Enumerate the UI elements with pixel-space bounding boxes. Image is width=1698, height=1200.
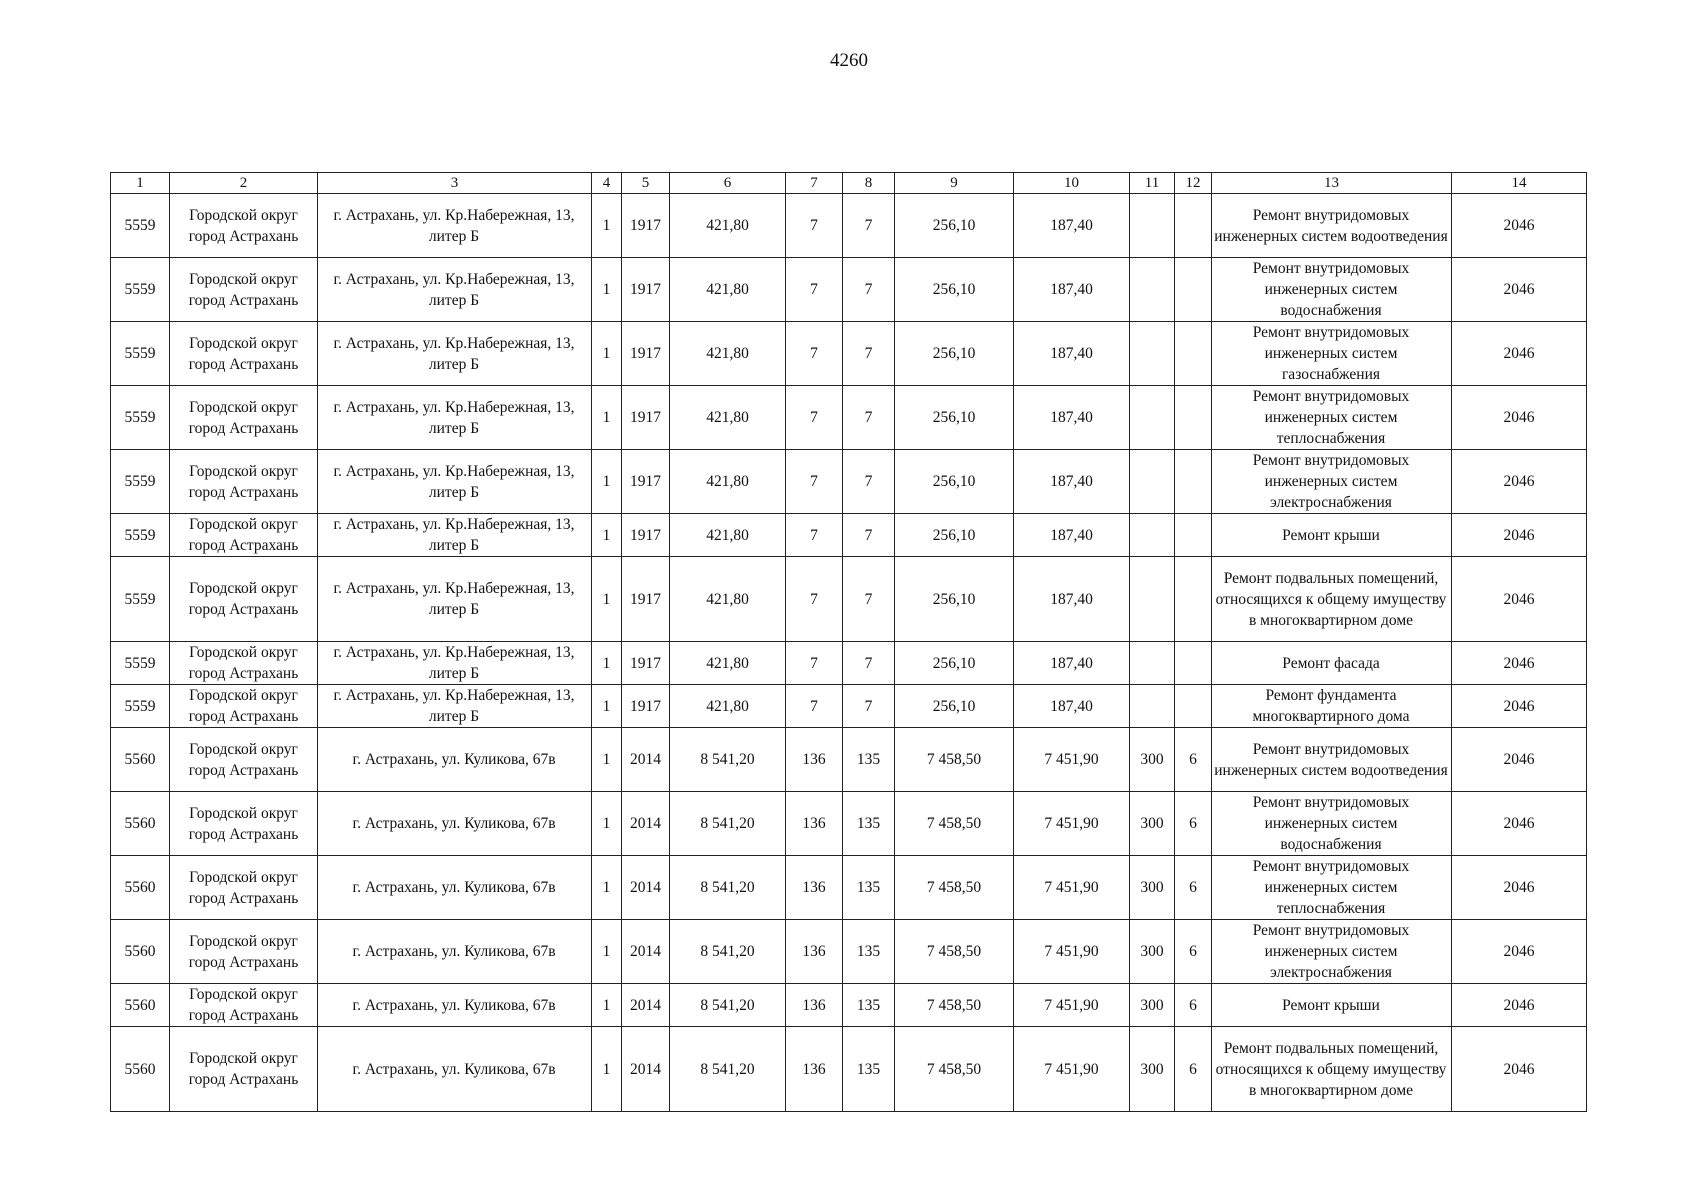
c9-cell: 256,10 — [895, 258, 1014, 322]
c12-cell — [1175, 322, 1212, 386]
c10-cell: 187,40 — [1014, 258, 1130, 322]
c12-cell — [1175, 685, 1212, 728]
column-number: 10 — [1014, 173, 1130, 194]
c10-cell: 187,40 — [1014, 322, 1130, 386]
c9-cell: 7 458,50 — [895, 728, 1014, 792]
c12-cell: 6 — [1175, 920, 1212, 984]
c12-cell — [1175, 386, 1212, 450]
c12-cell: 6 — [1175, 792, 1212, 856]
c10-cell: 7 451,90 — [1014, 1027, 1130, 1112]
c9-cell: 7 458,50 — [895, 792, 1014, 856]
address-cell: г. Астрахань, ул. Кр.Набережная, 13, литер Б — [318, 642, 592, 685]
address-cell: г. Астрахань, ул. Куликова, 67в — [318, 792, 592, 856]
total-area-cell: 8 541,20 — [670, 792, 786, 856]
total-area-cell: 421,80 — [670, 386, 786, 450]
planned-year-cell: 2046 — [1452, 642, 1587, 685]
column-number-row — [111, 173, 1587, 194]
year-cell: 1917 — [622, 557, 670, 642]
c9-cell: 7 458,50 — [895, 1027, 1014, 1112]
work-type-cell: Ремонт фундамента многоквартирного дома — [1212, 685, 1452, 728]
table-row — [111, 856, 1587, 920]
total-area-cell: 421,80 — [670, 642, 786, 685]
table-row — [111, 920, 1587, 984]
c12-cell: 6 — [1175, 728, 1212, 792]
item-number-cell: 5559 — [111, 557, 170, 642]
year-cell: 2014 — [622, 856, 670, 920]
c8-cell: 135 — [843, 792, 895, 856]
planned-year-cell: 2046 — [1452, 386, 1587, 450]
c8-cell: 135 — [843, 1027, 895, 1112]
c9-cell: 256,10 — [895, 386, 1014, 450]
address-cell: г. Астрахань, ул. Кр.Набережная, 13, литер Б — [318, 514, 592, 557]
total-area-cell: 421,80 — [670, 557, 786, 642]
c9-cell: 7 458,50 — [895, 984, 1014, 1027]
c11-cell — [1130, 322, 1175, 386]
c12-cell — [1175, 450, 1212, 514]
table-row — [111, 728, 1587, 792]
address-cell: г. Астрахань, ул. Куликова, 67в — [318, 1027, 592, 1112]
c10-cell: 7 451,90 — [1014, 792, 1130, 856]
c7-cell: 7 — [786, 642, 843, 685]
work-type-cell: Ремонт внутридомовых инженерных систем электроснабжения — [1212, 450, 1452, 514]
c10-cell: 7 451,90 — [1014, 920, 1130, 984]
table-row — [111, 450, 1587, 514]
total-area-cell: 8 541,20 — [670, 728, 786, 792]
municipality-cell: Городской округ город Астрахань — [170, 642, 318, 685]
total-area-cell: 421,80 — [670, 258, 786, 322]
total-area-cell: 421,80 — [670, 194, 786, 258]
work-type-cell: Ремонт внутридомовых инженерных систем водоснабжения — [1212, 792, 1452, 856]
c11-cell — [1130, 386, 1175, 450]
column-number: 14 — [1452, 173, 1587, 194]
year-cell: 1917 — [622, 642, 670, 685]
c4-cell: 1 — [592, 984, 622, 1027]
c8-cell: 135 — [843, 856, 895, 920]
c8-cell: 7 — [843, 514, 895, 557]
municipality-cell: Городской округ город Астрахань — [170, 728, 318, 792]
c11-cell: 300 — [1130, 920, 1175, 984]
address-cell: г. Астрахань, ул. Куликова, 67в — [318, 728, 592, 792]
c10-cell: 187,40 — [1014, 685, 1130, 728]
c7-cell: 7 — [786, 514, 843, 557]
municipality-cell: Городской округ город Астрахань — [170, 194, 318, 258]
total-area-cell: 421,80 — [670, 450, 786, 514]
c9-cell: 256,10 — [895, 194, 1014, 258]
page-number: 4260 — [830, 50, 868, 71]
table-row — [111, 557, 1587, 642]
c11-cell — [1130, 194, 1175, 258]
c8-cell: 7 — [843, 194, 895, 258]
c11-cell — [1130, 685, 1175, 728]
municipality-cell: Городской округ город Астрахань — [170, 984, 318, 1027]
total-area-cell: 421,80 — [670, 514, 786, 557]
c12-cell — [1175, 642, 1212, 685]
planned-year-cell: 2046 — [1452, 258, 1587, 322]
c7-cell: 7 — [786, 322, 843, 386]
c7-cell: 136 — [786, 856, 843, 920]
municipality-cell: Городской округ город Астрахань — [170, 792, 318, 856]
c11-cell — [1130, 642, 1175, 685]
c4-cell: 1 — [592, 514, 622, 557]
column-number: 6 — [670, 173, 786, 194]
year-cell: 2014 — [622, 984, 670, 1027]
c11-cell: 300 — [1130, 984, 1175, 1027]
year-cell: 2014 — [622, 920, 670, 984]
column-number: 12 — [1175, 173, 1212, 194]
planned-year-cell: 2046 — [1452, 514, 1587, 557]
c12-cell: 6 — [1175, 984, 1212, 1027]
c7-cell: 136 — [786, 1027, 843, 1112]
c7-cell: 7 — [786, 258, 843, 322]
table-row — [111, 685, 1587, 728]
c4-cell: 1 — [592, 920, 622, 984]
work-type-cell: Ремонт подвальных помещений, относящихся к общему имуществу в многоквартирном доме — [1212, 557, 1452, 642]
planned-year-cell: 2046 — [1452, 322, 1587, 386]
c8-cell: 135 — [843, 920, 895, 984]
column-number: 5 — [622, 173, 670, 194]
c4-cell: 1 — [592, 685, 622, 728]
item-number-cell: 5559 — [111, 194, 170, 258]
table-row — [111, 984, 1587, 1027]
item-number-cell: 5559 — [111, 386, 170, 450]
municipality-cell: Городской округ город Астрахань — [170, 258, 318, 322]
work-type-cell: Ремонт внутридомовых инженерных систем водоснабжения — [1212, 258, 1452, 322]
c11-cell — [1130, 514, 1175, 557]
c10-cell: 7 451,90 — [1014, 984, 1130, 1027]
c4-cell: 1 — [592, 450, 622, 514]
item-number-cell: 5559 — [111, 642, 170, 685]
c10-cell: 187,40 — [1014, 557, 1130, 642]
c8-cell: 7 — [843, 322, 895, 386]
work-type-cell: Ремонт подвальных помещений, относящихся к общему имуществу в многоквартирном доме — [1212, 1027, 1452, 1112]
c12-cell: 6 — [1175, 1027, 1212, 1112]
address-cell: г. Астрахань, ул. Кр.Набережная, 13, литер Б — [318, 386, 592, 450]
c9-cell: 256,10 — [895, 642, 1014, 685]
work-type-cell: Ремонт фасада — [1212, 642, 1452, 685]
c10-cell: 7 451,90 — [1014, 856, 1130, 920]
c7-cell: 136 — [786, 984, 843, 1027]
municipality-cell: Городской округ город Астрахань — [170, 322, 318, 386]
year-cell: 1917 — [622, 514, 670, 557]
column-number: 3 — [318, 173, 592, 194]
c10-cell: 187,40 — [1014, 450, 1130, 514]
year-cell: 1917 — [622, 322, 670, 386]
c4-cell: 1 — [592, 856, 622, 920]
work-type-cell: Ремонт внутридомовых инженерных систем водоотведения — [1212, 728, 1452, 792]
c9-cell: 256,10 — [895, 557, 1014, 642]
year-cell: 1917 — [622, 450, 670, 514]
item-number-cell: 5559 — [111, 258, 170, 322]
c7-cell: 136 — [786, 792, 843, 856]
item-number-cell: 5560 — [111, 984, 170, 1027]
table-row — [111, 1027, 1587, 1112]
address-cell: г. Астрахань, ул. Куликова, 67в — [318, 984, 592, 1027]
year-cell: 1917 — [622, 194, 670, 258]
c10-cell: 7 451,90 — [1014, 728, 1130, 792]
planned-year-cell: 2046 — [1452, 1027, 1587, 1112]
total-area-cell: 8 541,20 — [670, 856, 786, 920]
year-cell: 1917 — [622, 386, 670, 450]
municipality-cell: Городской округ город Астрахань — [170, 856, 318, 920]
municipality-cell: Городской округ город Астрахань — [170, 450, 318, 514]
table-row — [111, 322, 1587, 386]
c11-cell: 300 — [1130, 728, 1175, 792]
work-type-cell: Ремонт внутридомовых инженерных систем электроснабжения — [1212, 920, 1452, 984]
c4-cell: 1 — [592, 792, 622, 856]
item-number-cell: 5560 — [111, 920, 170, 984]
c7-cell: 136 — [786, 728, 843, 792]
c8-cell: 135 — [843, 984, 895, 1027]
work-type-cell: Ремонт крыши — [1212, 984, 1452, 1027]
c11-cell — [1130, 557, 1175, 642]
municipality-cell: Городской округ город Астрахань — [170, 1027, 318, 1112]
registry-table — [110, 172, 1587, 1112]
c8-cell: 7 — [843, 258, 895, 322]
municipality-cell: Городской округ город Астрахань — [170, 920, 318, 984]
planned-year-cell: 2046 — [1452, 194, 1587, 258]
table-row — [111, 792, 1587, 856]
c10-cell: 187,40 — [1014, 194, 1130, 258]
column-number: 7 — [786, 173, 843, 194]
c7-cell: 7 — [786, 386, 843, 450]
planned-year-cell: 2046 — [1452, 792, 1587, 856]
planned-year-cell: 2046 — [1452, 450, 1587, 514]
table-row — [111, 642, 1587, 685]
c9-cell: 7 458,50 — [895, 856, 1014, 920]
work-type-cell: Ремонт внутридомовых инженерных систем водоотведения — [1212, 194, 1452, 258]
year-cell: 2014 — [622, 1027, 670, 1112]
planned-year-cell: 2046 — [1452, 856, 1587, 920]
total-area-cell: 421,80 — [670, 685, 786, 728]
address-cell: г. Астрахань, ул. Кр.Набережная, 13, литер Б — [318, 322, 592, 386]
c7-cell: 7 — [786, 685, 843, 728]
municipality-cell: Городской округ город Астрахань — [170, 557, 318, 642]
total-area-cell: 8 541,20 — [670, 920, 786, 984]
item-number-cell: 5559 — [111, 514, 170, 557]
c12-cell: 6 — [1175, 856, 1212, 920]
total-area-cell: 8 541,20 — [670, 1027, 786, 1112]
c4-cell: 1 — [592, 1027, 622, 1112]
c7-cell: 136 — [786, 920, 843, 984]
item-number-cell: 5560 — [111, 728, 170, 792]
c11-cell: 300 — [1130, 1027, 1175, 1112]
c12-cell — [1175, 557, 1212, 642]
year-cell: 1917 — [622, 258, 670, 322]
c4-cell: 1 — [592, 386, 622, 450]
c9-cell: 256,10 — [895, 685, 1014, 728]
table-row — [111, 258, 1587, 322]
item-number-cell: 5559 — [111, 450, 170, 514]
municipality-cell: Городской округ город Астрахань — [170, 514, 318, 557]
c9-cell: 256,10 — [895, 514, 1014, 557]
c8-cell: 7 — [843, 685, 895, 728]
c4-cell: 1 — [592, 322, 622, 386]
municipality-cell: Городской округ город Астрахань — [170, 386, 318, 450]
item-number-cell: 5559 — [111, 322, 170, 386]
total-area-cell: 421,80 — [670, 322, 786, 386]
planned-year-cell: 2046 — [1452, 557, 1587, 642]
c11-cell — [1130, 450, 1175, 514]
c10-cell: 187,40 — [1014, 514, 1130, 557]
total-area-cell: 8 541,20 — [670, 984, 786, 1027]
c9-cell: 7 458,50 — [895, 920, 1014, 984]
column-number: 4 — [592, 173, 622, 194]
column-number: 11 — [1130, 173, 1175, 194]
c7-cell: 7 — [786, 450, 843, 514]
c4-cell: 1 — [592, 258, 622, 322]
c7-cell: 7 — [786, 194, 843, 258]
c9-cell: 256,10 — [895, 450, 1014, 514]
c8-cell: 135 — [843, 728, 895, 792]
c4-cell: 1 — [592, 557, 622, 642]
year-cell: 2014 — [622, 792, 670, 856]
table-row — [111, 386, 1587, 450]
address-cell: г. Астрахань, ул. Кр.Набережная, 13, литер Б — [318, 258, 592, 322]
column-number: 9 — [895, 173, 1014, 194]
c9-cell: 256,10 — [895, 322, 1014, 386]
c4-cell: 1 — [592, 728, 622, 792]
c8-cell: 7 — [843, 386, 895, 450]
c10-cell: 187,40 — [1014, 386, 1130, 450]
c12-cell — [1175, 514, 1212, 557]
column-number: 13 — [1212, 173, 1452, 194]
c8-cell: 7 — [843, 450, 895, 514]
address-cell: г. Астрахань, ул. Кр.Набережная, 13, литер Б — [318, 194, 592, 258]
c12-cell — [1175, 194, 1212, 258]
address-cell: г. Астрахань, ул. Кр.Набережная, 13, литер Б — [318, 685, 592, 728]
planned-year-cell: 2046 — [1452, 728, 1587, 792]
c12-cell — [1175, 258, 1212, 322]
c4-cell: 1 — [592, 642, 622, 685]
table-row — [111, 194, 1587, 258]
work-type-cell: Ремонт внутридомовых инженерных систем теплоснабжения — [1212, 386, 1452, 450]
c4-cell: 1 — [592, 194, 622, 258]
address-cell: г. Астрахань, ул. Кр.Набережная, 13, литер Б — [318, 557, 592, 642]
work-type-cell: Ремонт внутридомовых инженерных систем газоснабжения — [1212, 322, 1452, 386]
item-number-cell: 5560 — [111, 856, 170, 920]
item-number-cell: 5560 — [111, 792, 170, 856]
address-cell: г. Астрахань, ул. Кр.Набережная, 13, литер Б — [318, 450, 592, 514]
column-number: 2 — [170, 173, 318, 194]
municipality-cell: Городской округ город Астрахань — [170, 685, 318, 728]
planned-year-cell: 2046 — [1452, 984, 1587, 1027]
address-cell: г. Астрахань, ул. Куликова, 67в — [318, 856, 592, 920]
item-number-cell: 5559 — [111, 685, 170, 728]
column-number: 8 — [843, 173, 895, 194]
year-cell: 1917 — [622, 685, 670, 728]
year-cell: 2014 — [622, 728, 670, 792]
c8-cell: 7 — [843, 642, 895, 685]
item-number-cell: 5560 — [111, 1027, 170, 1112]
table-row — [111, 514, 1587, 557]
work-type-cell: Ремонт внутридомовых инженерных систем теплоснабжения — [1212, 856, 1452, 920]
planned-year-cell: 2046 — [1452, 920, 1587, 984]
work-type-cell: Ремонт крыши — [1212, 514, 1452, 557]
c11-cell: 300 — [1130, 792, 1175, 856]
planned-year-cell: 2046 — [1452, 685, 1587, 728]
column-number: 1 — [111, 173, 170, 194]
c11-cell: 300 — [1130, 856, 1175, 920]
c8-cell: 7 — [843, 557, 895, 642]
c11-cell — [1130, 258, 1175, 322]
c7-cell: 7 — [786, 557, 843, 642]
c10-cell: 187,40 — [1014, 642, 1130, 685]
address-cell: г. Астрахань, ул. Куликова, 67в — [318, 920, 592, 984]
